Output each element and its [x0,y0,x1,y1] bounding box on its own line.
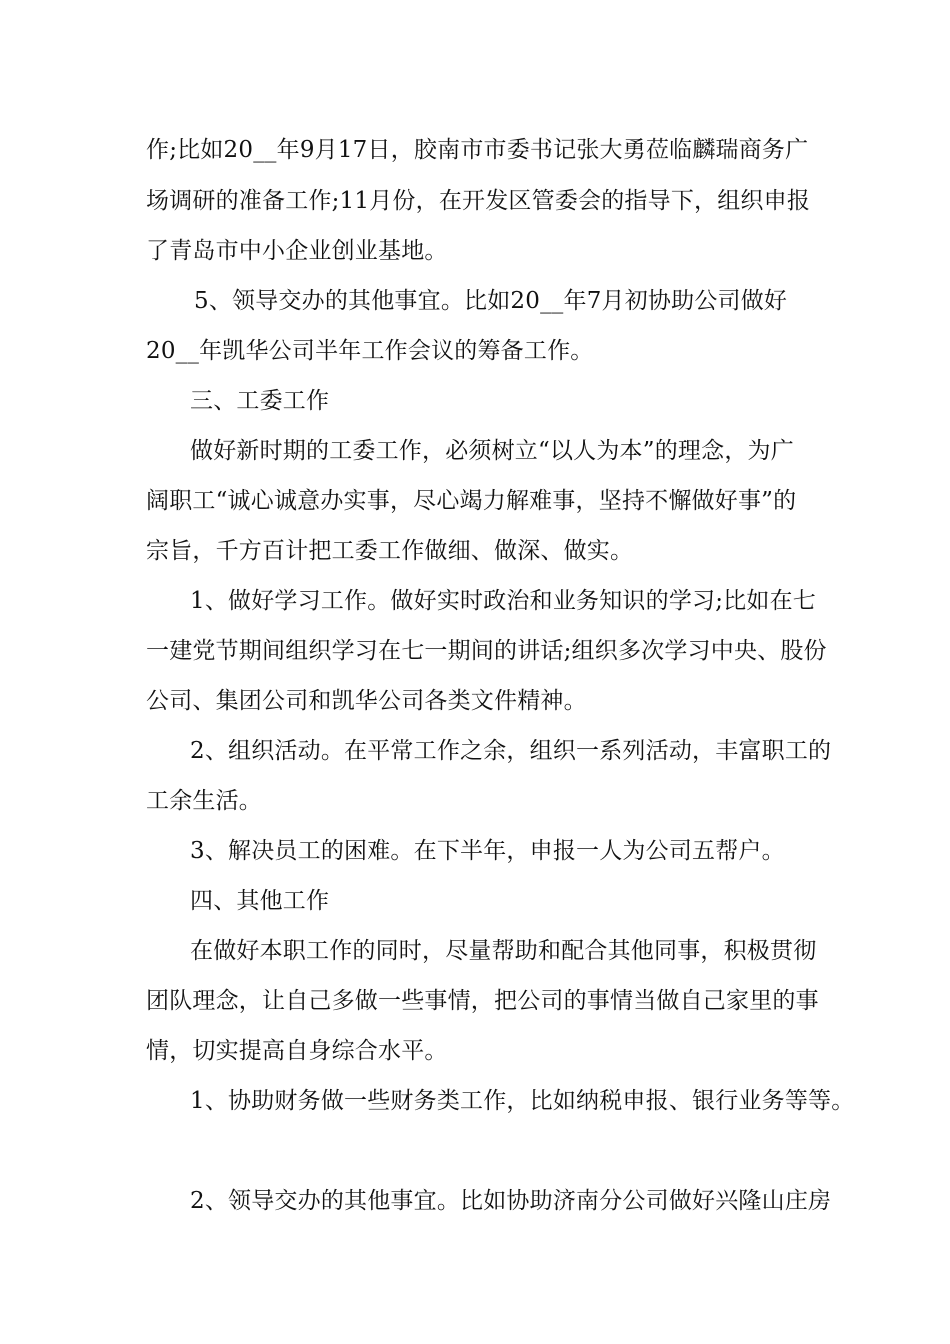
paragraph-line: 一建党节期间组织学习在七一期间的讲话;组织多次学习中央、股份 [146,638,827,664]
paragraph-line: 阔职工“诚心诚意办实事，尽心竭力解难事，坚持不懈做好事”的 [146,488,797,514]
paragraph-line: 工余生活。 [146,788,262,814]
paragraph-line: 2、组织活动。在平常工作之余，组织一系列活动，丰富职工的 [190,738,832,764]
paragraph-line: 公司、集团公司和凯华公司各类文件精神。 [146,688,587,714]
paragraph-line: 团队理念，让自己多做一些事情，把公司的事情当做自己家里的事 [146,988,819,1014]
paragraph-line: 20__年凯华公司半年工作会议的筹备工作。 [146,338,594,364]
paragraph-line: 2、领导交办的其他事宜。比如协助济南分公司做好兴隆山庄房 [190,1188,832,1214]
paragraph-line: 做好新时期的工委工作，必须树立“以人为本”的理念，为广 [190,438,794,464]
paragraph-line: 情，切实提高自身综合水平。 [146,1038,448,1064]
paragraph-line: 3、解决员工的困难。在下半年，申报一人为公司五帮户。 [190,838,785,864]
section-heading: 四、其他工作 [190,888,330,914]
paragraph-line: 作;比如20__年9月17日，胶南市市委书记张大勇莅临麟瑞商务广 [146,137,809,163]
paragraph-line: 5、领导交办的其他事宜。比如20__年7月初协助公司做好 [194,288,788,314]
paragraph-line: 了青岛市中小企业创业基地。 [146,238,448,264]
paragraph-line: 场调研的准备工作;11月份，在开发区管委会的指导下，组织申报 [146,188,811,214]
paragraph-line: 宗旨，千方百计把工委工作做细、做深、做实。 [146,538,634,564]
paragraph-line: 1、做好学习工作。做好实时政治和业务知识的学习;比如在七 [190,588,816,614]
section-heading: 三、工委工作 [190,388,330,414]
paragraph-line: 1、协助财务做一些财务类工作，比如纳税申报、银行业务等等。 [190,1088,855,1114]
paragraph-line: 在做好本职工作的同时，尽量帮助和配合其他同事，积极贯彻 [190,938,817,964]
